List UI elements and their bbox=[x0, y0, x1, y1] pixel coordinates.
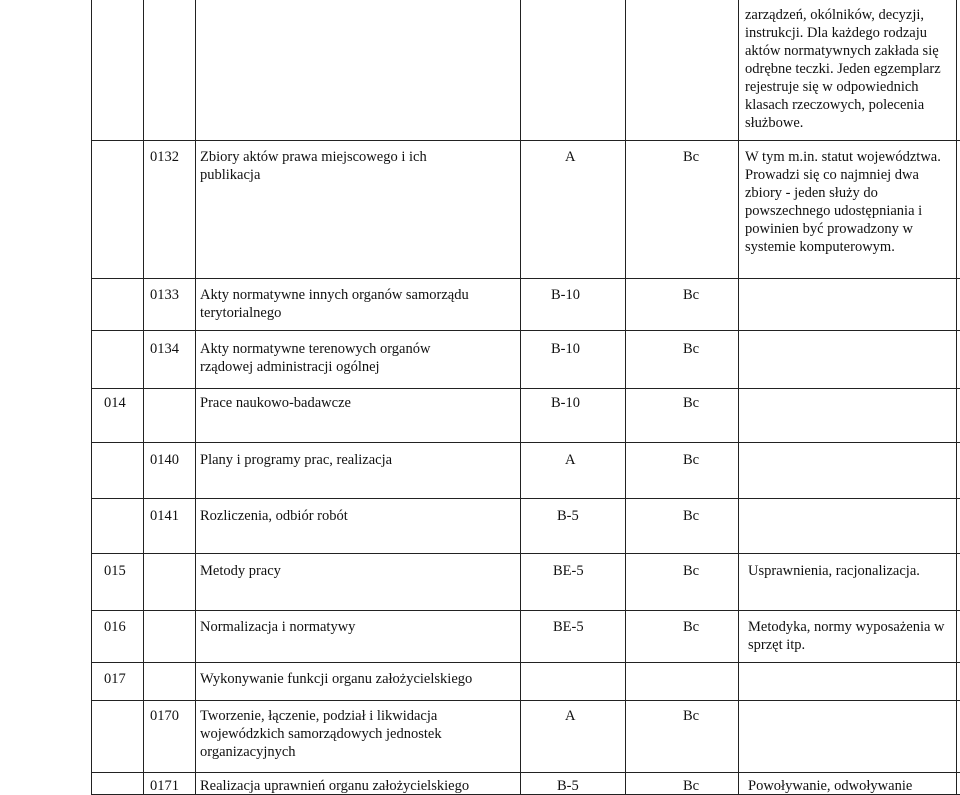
row-divider bbox=[91, 278, 960, 279]
table-cell-code: 016 bbox=[104, 619, 126, 635]
table-border-left bbox=[91, 0, 92, 795]
table-cell-category-2: Bc bbox=[683, 708, 700, 724]
table-cell-category-2: Bc bbox=[683, 619, 700, 635]
row-divider bbox=[91, 330, 960, 331]
table-cell-category: B-5 bbox=[557, 778, 579, 794]
table-cell-category-2: Bc bbox=[683, 508, 700, 524]
table-cell-category-2: Bc bbox=[683, 395, 700, 411]
row-divider bbox=[91, 553, 960, 554]
table-cell-category: BE-5 bbox=[553, 563, 584, 579]
table-cell-category: B-5 bbox=[557, 508, 579, 524]
row-divider bbox=[91, 498, 960, 499]
table-cell-category: BE-5 bbox=[553, 619, 584, 635]
row-divider bbox=[91, 700, 960, 701]
table-cell-code: 0141 bbox=[150, 508, 179, 524]
row-divider bbox=[91, 442, 960, 443]
table-cell-category: B-10 bbox=[551, 395, 580, 411]
table-column-divider bbox=[625, 0, 626, 795]
row-divider bbox=[91, 772, 960, 773]
table-column-divider bbox=[738, 0, 739, 795]
table-cell-code: 0132 bbox=[150, 149, 179, 165]
table-border-right bbox=[956, 0, 957, 795]
table-column-divider bbox=[195, 0, 196, 795]
table-cell-code: 0171 bbox=[150, 778, 179, 794]
table-cell-category: A bbox=[565, 452, 576, 468]
table-cell-category-2: Bc bbox=[683, 778, 700, 794]
table-cell-category: B-10 bbox=[551, 341, 580, 357]
table-cell-title: Metody pracy bbox=[200, 563, 281, 579]
table-cell-title: Rozliczenia, odbiór robót bbox=[200, 508, 348, 524]
table-cell-category-2: Bc bbox=[683, 563, 700, 579]
table-cell-code: 0133 bbox=[150, 287, 179, 303]
table-cell-code: 0170 bbox=[150, 708, 179, 724]
table-column-divider bbox=[520, 0, 521, 795]
table-cell-note: W tym m.in. statut województwa. Prowadzi się co najmniej dwa zbiory - jeden służy do powszechnego udostępniania i powinien być prowadzony w systemie komputerowym. bbox=[745, 149, 941, 255]
table-cell-code: 017 bbox=[104, 671, 126, 687]
table-cell-title: Zbiory aktów prawa miejscowego i ich publikacja bbox=[200, 149, 427, 183]
row-divider bbox=[91, 388, 960, 389]
table-cell-category-2: Bc bbox=[683, 452, 700, 468]
table-cell-title: Plany i programy prac, realizacja bbox=[200, 452, 393, 468]
table-cell-category-2: Bc bbox=[683, 341, 700, 357]
table-cell-note: Powoływanie, odwoływanie bbox=[748, 778, 913, 794]
table-cell-title: Tworzenie, łączenie, podział i likwidacja wojewódzkich samorządowych jednostek organizacyjnych bbox=[200, 708, 442, 760]
table-cell-title: Akty normatywne innych organów samorządu terytorialnego bbox=[200, 287, 469, 321]
table-cell-code: 0140 bbox=[150, 452, 179, 468]
table-cell-code: 015 bbox=[104, 563, 126, 579]
row-divider bbox=[91, 610, 960, 611]
table-cell-title: Prace naukowo-badawcze bbox=[200, 395, 351, 411]
table-cell-category: B-10 bbox=[551, 287, 580, 303]
table-cell-code: 0134 bbox=[150, 341, 179, 357]
table-cell-category: A bbox=[565, 149, 576, 165]
table-cell-title: Wykonywanie funkcji organu założycielskiego bbox=[200, 671, 473, 687]
table-cell-title: Realizacja uprawnień organu założycielskiego bbox=[200, 778, 470, 794]
table-cell-category-2: Bc bbox=[683, 149, 700, 165]
table-cell-title: Akty normatywne terenowych organów rządowej administracji ogólnej bbox=[200, 341, 431, 375]
table-cell-code: 014 bbox=[104, 395, 126, 411]
row-divider bbox=[91, 140, 960, 141]
table-column-divider bbox=[143, 0, 144, 795]
table-cell-note: Usprawnienia, racjonalizacja. bbox=[748, 563, 920, 579]
table-cell-title: Normalizacja i normatywy bbox=[200, 619, 356, 635]
table-cell-category-2: Bc bbox=[683, 287, 700, 303]
table-cell-category: A bbox=[565, 708, 576, 724]
table-cell-note: zarządzeń, okólników, decyzji, instrukcji. Dla każdego rodzaju aktów normatywnych zakłada się odrębne teczki. Jeden egzemplarz rejestruje się w odpowiednich klasach rzeczowych, polecenia służbowe. bbox=[745, 7, 941, 131]
table-cell-note: Metodyka, normy wyposażenia w sprzęt itp. bbox=[748, 619, 945, 653]
row-divider bbox=[91, 662, 960, 663]
